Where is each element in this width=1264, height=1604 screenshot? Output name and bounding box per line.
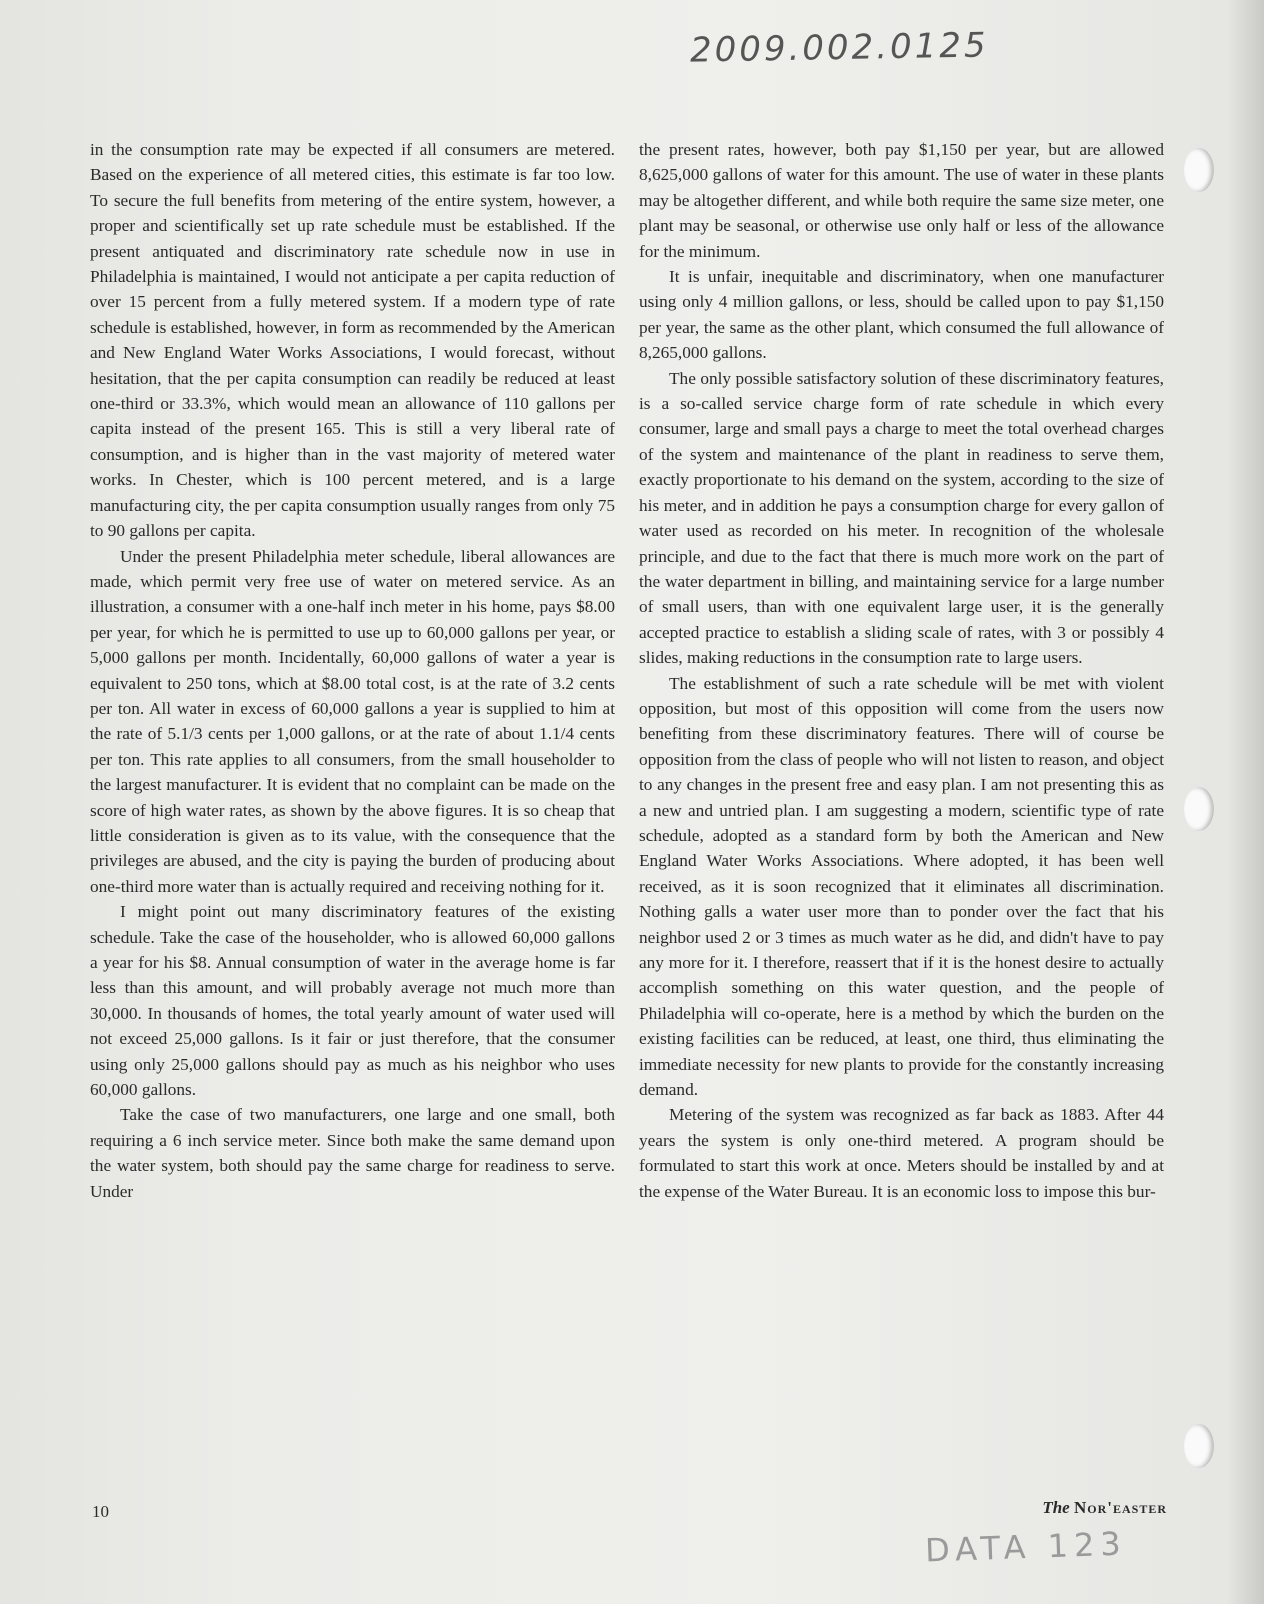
paragraph: Under the present Philadelphia meter schedule, liberal allowances are made, which permit very free use of water on metered service. As an illustration, a consumer with a one-half inch meter in his home, pays $8.00 per year, for which he is permitted to use up to 60,000 gallons per year, or 5,000 gallons per month. Incidentally, 60,000 gallons of water a year is equivalent to 250 tons, which at $8.00 total cost, is at the rate of 3.2 cents per ton. All water in excess of 60,000 gallons a year is supplied to him at the rate of 5.1/3 cents per 1,000 gallons, or at the rate of about 1.1/4 cents per ton. This rate applies to all consumers, from the small householder to the largest manufacturer. It is evident that no complaint can be made on the score of high water rates, as shown by the above figures. It is so cheap that little consideration is given as to its value, with the consequence that the privileges are abused, and the city is paying the burden of producing about one-third more water than is actually required and receiving nothing for it. [90, 546, 615, 896]
running-title-the: The [1042, 1498, 1070, 1517]
running-title [1042, 1498, 1167, 1518]
paragraph: The only possible satisfactory solution of these discriminatory features, is a so-called service charge form of rate schedule in which every consumer, large and small pays a charge to meet the total overhead charges of the system and maintenance of the plant in readiness to serve them, exactly proportionate to his demand on the system, according to the size of his meter, and in addition he pays a consumption charge for every gallon of water used as recorded on his meter. In recognition of the wholesale principle, and due to the fact that there is much more work on the part of the water department in billing, and maintaining service for a large number of small users, than with one equivalent large user, it is the generally accepted practice to establish a sliding scale of rates, with 3 or possibly 4 slides, making reductions in the consumption rate to large users. [639, 368, 1164, 668]
paragraph: The establishment of such a rate schedule will be met with violent opposition, but most of this opposition will come from the users now benefiting from these discriminatory features. There will of course be opposition from the class of people who will not listen to reason, and object to any changes in the present free and easy plan. I am not presenting this as a new and untried plan. I am suggesting a modern, scientific type of rate schedule, adopted as a standard form by both the American and New England Water Works Associations. Where adopted, it has been well received, as it is soon recognized that it eliminates all discrimination. Nothing galls a water user more than to ponder over the fact that his neighbor used 2 or 3 times as much water as he did, and didn't have to pay any more for it. I therefore, reassert that if it is the honest desire to actually accomplish something on this water question, and the people of Philadelphia will co-operate, here is a method by which the burden on the existing facilities can be reduced, at least, one third, thus eliminating the immediate necessity for new plants to provide for the constantly increasing demand. [639, 673, 1164, 1100]
punch-hole [1184, 787, 1214, 831]
paragraph: the present rates, however, both pay $1,150 per year, but are allowed 8,625,000 gallons of water for this amount. The use of water in these plants may be altogether different, and while both require the same size meter, one plant may be seasonal, or otherwise use only half or less of the allowance for the minimum. [639, 140, 1164, 261]
paragraph: in the consumption rate may be expected if all consumers are metered. Based on the experience of all metered cities, this estimate is far too low. To secure the full benefits from metering of the entire system, however, a proper and scientifically set up rate schedule must be established. If the present antiquated and discriminatory rate schedule now in use in Philadelphia is maintained, I would not anticipate a per capita reduction of over 15 percent from a fully metered system. If a modern type of rate schedule is established, however, in form as recommended by the American and New England Water Works Associations, I would forecast, without hesitation, that the per capita consumption can readily be reduced at least one-third or 33.3%, which would mean an allowance of 110 gallons per capita instead of the present 165. This is still a very liberal rate of consumption, and is higher than in the vast majority of metered water works. In Chester, which is 100 percent metered, and is a large manufacturing city, the per capita consumption usually ranges from only 75 to 90 gallons per capita. [90, 140, 615, 541]
left-column [90, 137, 615, 1204]
handwritten-data-note: DATA 123 [924, 1524, 1128, 1570]
page-number: 10 [92, 1502, 109, 1521]
running-title-name: Nor'easter [1073, 1498, 1167, 1517]
paragraph: I might point out many discriminatory features of the existing schedule. Take the case of the householder, who is allowed 60,000 gallons a year for his $8. Annual consumption of water in the average home is far less than this amount, and will probably average not much more than 30,000. In thousands of homes, the total yearly amount of water used will not exceed 25,000 gallons. Is it fair or just therefore, that the consumer using only 25,000 gallons should pay as much as his neighbor who uses 60,000 gallons. [90, 902, 615, 1100]
paragraph: It is unfair, inequitable and discriminatory, when one manufacturer using only 4 million gallons, or less, should be called upon to pay $1,150 per year, the same as the other plant, which consumed the full allowance of 8,265,000 gallons. [639, 267, 1164, 363]
punch-hole [1184, 148, 1214, 192]
right-column [639, 137, 1164, 1204]
handwritten-accession-number: 2009.002.0125 [689, 25, 989, 71]
paragraph: Take the case of two manufacturers, one large and one small, both requiring a 6 inch service meter. Since both make the same demand upon the water system, both should pay the same charge for readiness to serve. Under [90, 1105, 615, 1201]
punch-hole [1184, 1424, 1214, 1468]
paragraph: Metering of the system was recognized as far back as 1883. After 44 years the system is only one-third metered. A program should be formulated to start this work at once. Meters should be installed by and at the expense of the Water Bureau. It is an economic loss to impose this bur- [639, 1105, 1164, 1201]
